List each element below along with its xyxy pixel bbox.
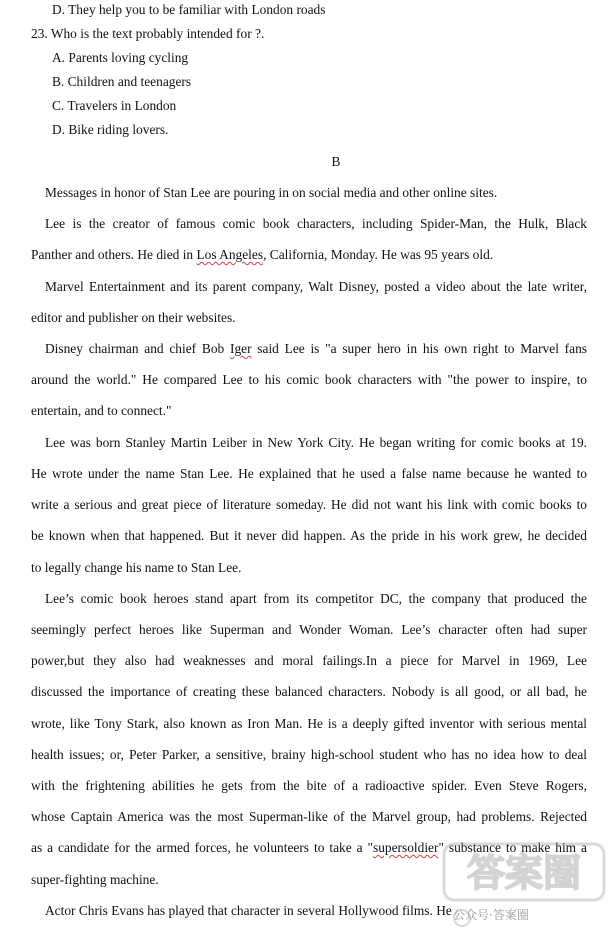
paragraph-6-line-5: wrote, like Tony Stark, also known as Iron Man. He is a deeply gifted inventor with serious mental — [31, 716, 587, 731]
paragraph-6-line-1: Lee’s comic book heroes stand apart from its competitor DC, the company that produced the — [45, 591, 587, 606]
text-run: , California, Monday. He was 95 years old. — [263, 247, 494, 262]
text-run: Panther and others. He died in — [31, 247, 197, 262]
paragraph-4-line-1 — [45, 341, 587, 357]
term: supersoldier — [373, 840, 439, 855]
paragraph-4-line-3: entertain, and to connect." — [31, 403, 172, 418]
paragraph-2-line-2 — [31, 247, 493, 263]
text-run: as a candidate for the armed forces, he volunteers to take a " — [31, 840, 374, 855]
paragraph-6-line-6: health issues; or, Peter Parker, a sensitive, brainy high-school student who has no idea how to deal — [31, 747, 587, 762]
paragraph-5-line-1: Lee was born Stanley Martin Leiber in New York City. He began writing for comic books at 19. — [45, 435, 587, 450]
paragraph-6-line-7: with the frightening abilities he gets from the bite of a radioactive spider. Even Steve Rogers, — [31, 778, 587, 793]
paragraph-2-line-1: Lee is the creator of famous comic book characters, including Spider-Man, the Hulk, Black — [45, 216, 587, 231]
paragraph-5-line-2: He wrote under the name Stan Lee. He explained that he used a false name because he wanted to — [31, 466, 587, 481]
paragraph-4-line-2: around the world." He compared Lee to his comic book characters with "the power to inspire, to — [31, 372, 587, 387]
paragraph-6-line-2: seemingly perfect heroes like Superman and Wonder Woman. Lee’s character often had super — [31, 622, 587, 637]
q23-stem: 23. Who is the text probably intended for ?. — [31, 26, 265, 41]
q22-option-d: D. They help you to be familiar with London roads — [52, 2, 326, 17]
paragraph-5-line-5: to legally change his name to Stan Lee. — [31, 560, 242, 575]
text-run: said Lee is "a super hero in his own right to Marvel fans — [251, 341, 587, 356]
paragraph-6-line-4: discussed the importance of creating these balanced characters. Nobody is all good, or all bad, he — [31, 684, 587, 699]
paragraph-5-line-3: write a serious and great piece of literature someday. He did not want his link with comic books to — [31, 497, 587, 512]
paragraph-1-line-1: Messages in honor of Stan Lee are pouring in on social media and other online sites. — [45, 185, 498, 200]
person-name: Iger — [229, 341, 252, 356]
section-heading: B — [331, 154, 341, 169]
paragraph-5-line-4: be known when that happened. But it never did happen. As the pride in his work grew, he decided — [31, 528, 587, 543]
paragraph-3-line-2: editor and publisher on their websites. — [31, 310, 236, 325]
paragraph-6-line-10: super-fighting machine. — [31, 872, 159, 887]
paragraph-6-line-3: power,but they also had weaknesses and moral failings.In a piece for Marvel in 1969, Lee — [31, 653, 587, 668]
place-name: Los Angeles — [196, 247, 264, 262]
watermark-caption: 公众号·答案圈 — [453, 908, 529, 922]
q23-option-a: A. Parents loving cycling — [52, 50, 189, 65]
paragraph-7-line-1: Actor Chris Evans has played that character in several Hollywood films. He — [45, 903, 452, 918]
watermark-text: 答案圈 — [466, 851, 582, 895]
text-run: Disney chairman and chief Bob — [45, 341, 230, 356]
paragraph-3-line-1: Marvel Entertainment and its parent company, Walt Disney, posted a video about the late writer, — [45, 279, 587, 294]
q23-option-d: D. Bike riding lovers. — [52, 122, 169, 137]
paragraph-6-line-9 — [31, 840, 587, 856]
q23-option-b: B. Children and teenagers — [52, 74, 192, 89]
text-run: " substance to make him a — [438, 840, 588, 855]
paragraph-6-line-8: whose Captain America was the most Superman-like of the Marvel group, had problems. Rejected — [31, 809, 587, 824]
q23-option-c: C. Travelers in London — [52, 98, 177, 113]
